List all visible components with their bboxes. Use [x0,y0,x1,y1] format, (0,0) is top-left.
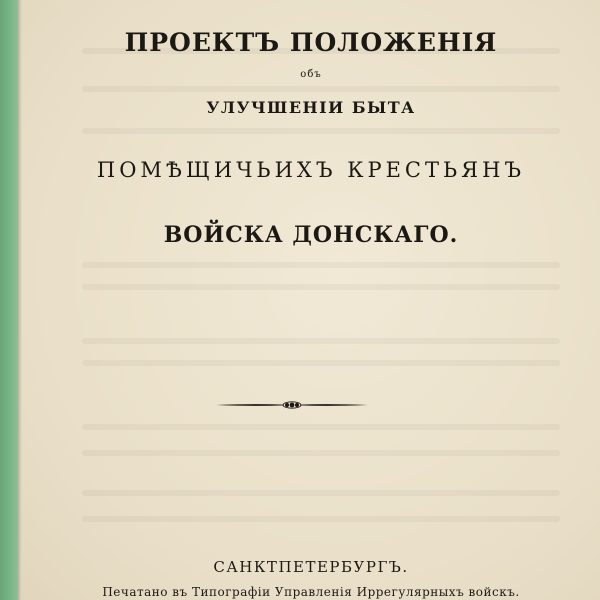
ornamental-rule-icon [214,396,370,414]
bleed-through-line [82,128,560,134]
bleed-through-line [82,450,560,456]
bleed-through-line [82,490,560,496]
title-page [22,0,600,600]
title-line-peasants: ПОМѢЩИЧЬИХЪ КРЕСТЬЯНЪ [96,158,526,182]
book-spine-cloth [0,0,18,600]
imprint-place: САНКТПЕТЕРБУРГЪ. [213,558,409,576]
title-line-don-host: ВОЙСКА ДОНСКАГО. [163,222,459,248]
imprint-printer: Печатано въ Типографіи Управленія Иррегулярныхъ войскъ. [102,585,520,599]
bleed-through-line [82,424,560,430]
bleed-through-line [82,338,560,344]
bleed-through-line [82,284,560,290]
bleed-through-line [82,516,560,522]
bleed-through-line [82,360,560,366]
bleed-through-line [82,86,560,92]
title-line-about: объ [300,69,322,80]
bleed-through-line [82,262,560,268]
title-line-improvement: УЛУЧШЕНІИ БЫТА [206,98,416,117]
title-line-project: ПРОЕКТЪ ПОЛОЖЕНІЯ [124,28,498,57]
